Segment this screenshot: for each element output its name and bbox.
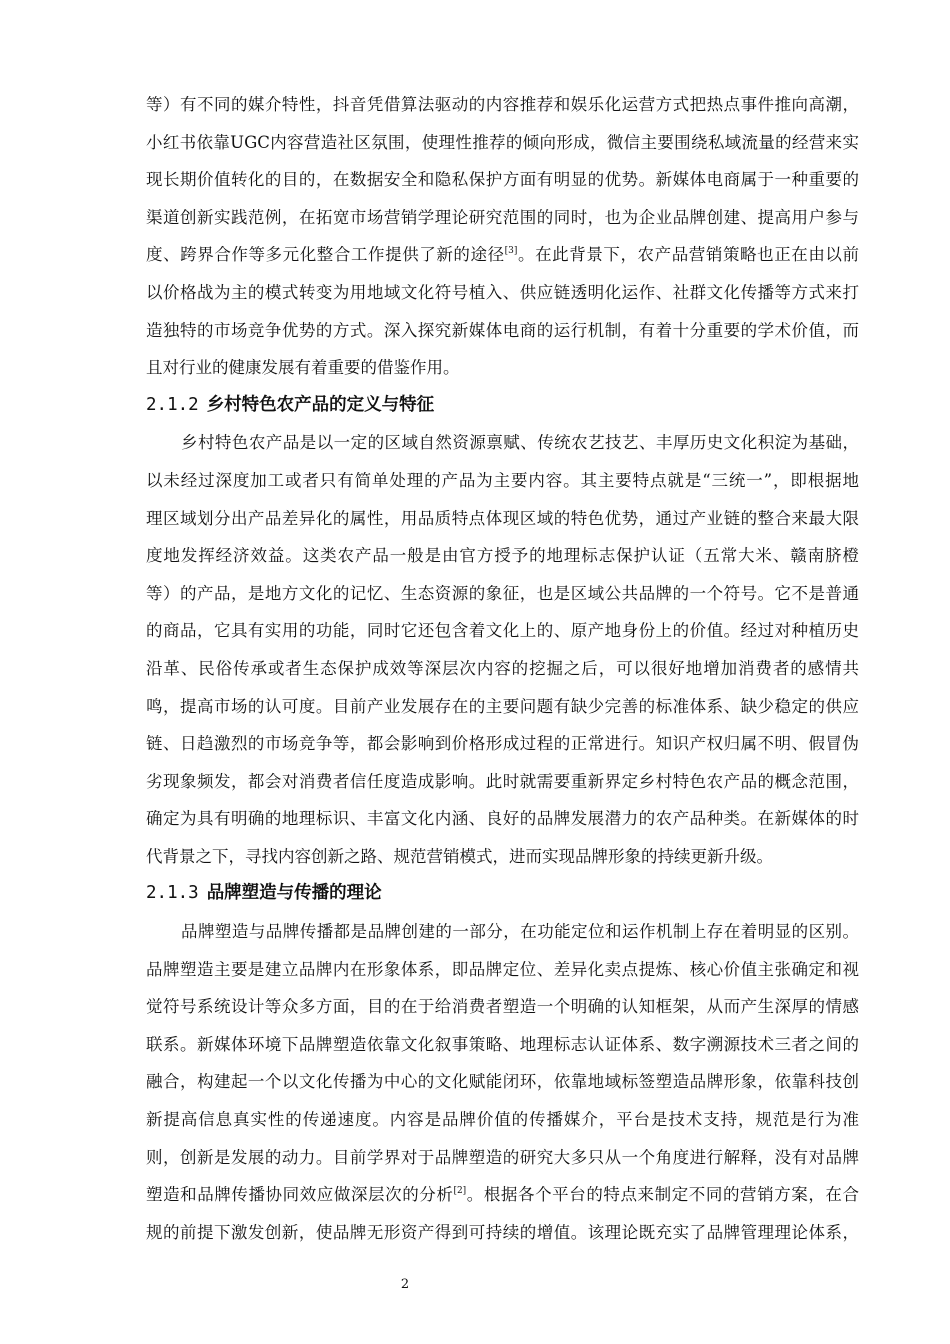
paragraph-3-line: 觉符号系统设计等众多方面，目的在于给消费者塑造一个明确的认知框架，从而产生深厚的情感	[146, 997, 859, 1017]
paragraph-2-line: 鸣，提高市场的认可度。目前产业发展存在的主要问题有缺少完善的标准体系、缺少稳定的供应	[146, 696, 859, 716]
section-title: 品牌塑造与传播的理论	[206, 883, 382, 904]
paragraph-2-line: 以未经过深度加工或者只有简单处理的产品为主要内容。其主要特点就是“三统一”，即根据地	[146, 470, 859, 490]
paragraph-3-line: 品牌塑造主要是建立品牌内在形象体系，即品牌定位、差异化卖点提炼、核心价值主张确定和视	[146, 959, 859, 979]
section-title: 乡村特色农产品的定义与特征	[206, 394, 435, 415]
paragraph-3-line: 融合，构建起一个以文化传播为中心的文化赋能闭环，依靠地域标签塑造品牌形象，依靠科技创	[146, 1072, 859, 1092]
paragraph-3-line-with-citation	[146, 1176, 859, 1214]
document-body	[146, 86, 859, 1251]
paragraph-3-line: 规的前提下激发创新，使品牌无形资产得到可持续的增值。该理论既充实了品牌管理理论体系，	[146, 1222, 859, 1242]
paragraph-3-line: 联系。新媒体环境下品牌塑造依靠文化叙事策略、地理标志认证体系、数字溯源技术三者之间的	[146, 1034, 859, 1054]
page-number: 2	[400, 1277, 410, 1292]
paragraph-3-text: 。根据各个平台的特点来制定不同的营销方案，在合	[466, 1185, 859, 1205]
paragraph-1-text: 。在此背景下，农产品营销策略也正在由以前	[517, 245, 859, 265]
paragraph-2-line: 乡村特色农产品是以一定的区域自然资源禀赋、传统农艺技艺、丰厚历史文化积淀为基础，	[181, 433, 859, 453]
paragraph-1-line: 且对行业的健康发展有着重要的借鉴作用。	[146, 358, 460, 378]
paragraph-3-line: 则，创新是发展的动力。目前学界对于品牌塑造的研究大多只从一个角度进行解释，没有对品牌	[146, 1147, 859, 1167]
section-number: 2.1.3	[146, 883, 199, 904]
paragraph-3-line: 品牌塑造与品牌传播都是品牌创建的一部分，在功能定位和运作机制上存在着明显的区别。	[181, 922, 859, 942]
section-heading-2-1-3	[146, 875, 859, 913]
section-number: 2.1.2	[146, 394, 199, 415]
paragraph-1-line-with-citation	[146, 236, 859, 274]
paragraph-2-line: 链、日趋激烈的市场竞争等，都会影响到价格形成过程的正常进行。知识产权归属不明、假冒伪	[146, 734, 859, 754]
citation-ref: [2]	[453, 1186, 467, 1197]
section-heading-2-1-2	[146, 387, 859, 425]
paragraph-2-line: 度地发挥经济效益。这类农产品一般是由官方授予的地理标志保护认证（五常大米、赣南脐橙	[146, 546, 859, 566]
paragraph-3-line: 新提高信息真实性的传递速度。内容是品牌价值的传播媒介，平台是技术支持，规范是行为准	[146, 1110, 859, 1130]
paragraph-2-line: 理区域划分出产品差异化的属性，用品质特点体现区域的特色优势，通过产业链的整合来最大限	[146, 508, 859, 528]
paragraph-1-line: 以价格战为主的模式转变为用地域文化符号植入、供应链透明化运作、社群文化传播等方式来打	[146, 282, 859, 302]
paragraph-2-line: 的商品，它具有实用的功能，同时它还包含着文化上的、原产地身份上的价值。经过对种植历史	[146, 621, 859, 641]
paragraph-2-line: 劣现象频发，都会对消费者信任度造成影响。此时就需要重新界定乡村特色农产品的概念范围，	[146, 771, 859, 791]
paragraph-1-line: 小红书依靠UGC内容营造社区氛围，使理性推荐的倾向形成，微信主要围绕私域流量的经营来实	[146, 132, 859, 152]
paragraph-1-line: 现长期价值转化的目的，在数据安全和隐私保护方面有明显的优势。新媒体电商属于一种重要的	[146, 170, 859, 190]
paragraph-3-text: 塑造和品牌传播协同效应做深层次的分析	[146, 1185, 454, 1205]
paragraph-1-line: 渠道创新实践范例，在拓宽市场营销学理论研究范围的同时，也为企业品牌创建、提高用户参与	[146, 207, 859, 227]
paragraph-1-line: 造独特的市场竞争优势的方式。深入探究新媒体电商的运行机制，有着十分重要的学术价值，而	[146, 320, 859, 340]
paragraph-2-line: 确定为具有明确的地理标识、丰富文化内涵、良好的品牌发展潜力的农产品种类。在新媒体的时	[146, 809, 859, 829]
paragraph-2-line: 等）的产品，是地方文化的记忆、生态资源的象征，也是区域公共品牌的一个符号。它不是普通	[146, 583, 859, 603]
paragraph-1-text: 度、跨界合作等多元化整合工作提供了新的途径	[146, 245, 505, 265]
paragraph-2-line: 代背景之下，寻找内容创新之路、规范营销模式，进而实现品牌形象的持续更新升级。	[146, 846, 773, 866]
paragraph-2-line: 沿革、民俗传承或者生态保护成效等深层次内容的挖掘之后，可以很好地增加消费者的感情共	[146, 658, 859, 678]
citation-ref: [3]	[504, 246, 518, 257]
paragraph-1-line: 等）有不同的媒介特性，抖音凭借算法驱动的内容推荐和娱乐化运营方式把热点事件推向高潮，	[146, 95, 859, 114]
